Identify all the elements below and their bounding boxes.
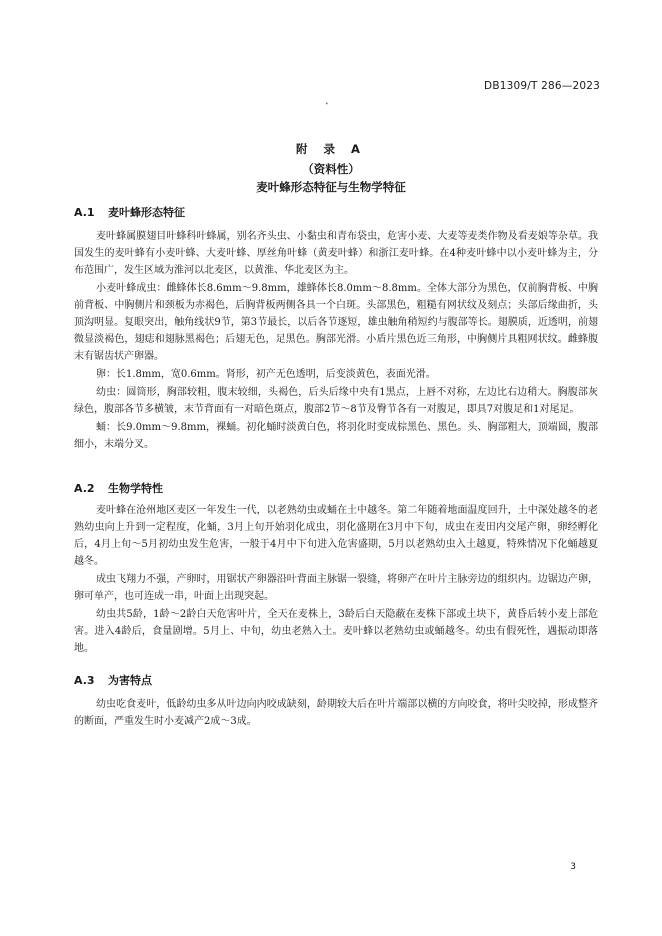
section-heading-a3 [74, 672, 152, 688]
paragraph: 蛹：长9.0mm～9.8mm，裸蛹。初化蛹时淡黄白色，将羽化时变成棕黑色、黑色。头、胸部粗大，顶端圆，腹部细小，末端分叉。 [74, 422, 598, 450]
appendix-subtitle: （资料性） [302, 162, 360, 176]
section-title: 为害特点 [108, 674, 152, 687]
section-title: 麦叶蜂形态特征 [108, 206, 185, 219]
paragraph: 幼虫共5龄，1龄～2龄白天危害叶片，全天在麦株上，3龄后白天隐蔽在麦株下部或土块下，黄昏后转小麦上部危害。进入4龄后，食量剧增。5月上、中旬，幼虫老熟入土。麦叶蜂以老熟幼虫或蛹越冬。幼虫有假死性，遇振动即落地。 [74, 609, 598, 654]
document-code: DB1309/T 286—2023 [484, 80, 600, 92]
paragraph: 卵：长1.8mm，宽0.6mm。肾形，初产无色透明，后变淡黄色，表面光滑。 [96, 369, 436, 380]
section-number: A.2 [74, 482, 95, 495]
dot-mark: • [325, 101, 329, 108]
paragraph: 麦叶蜂属膜翅目叶蜂科叶蜂属，别名齐头虫、小黏虫和青布袋虫，危害小麦、大麦等麦类作物及看麦娘等杂草。我国发生的麦叶蜂有小麦叶蜂、大麦叶蜂、厚丝角叶蜂（黄麦叶蜂）和浙江麦叶蜂。在4种麦叶蜂中以小麦叶蜂为主，分布范围广，发生区域为淮河以北麦区，以黄淮、华北麦区为主。 [74, 231, 598, 276]
section-heading-a2 [74, 480, 163, 496]
section-body-a3 [74, 696, 598, 731]
paragraph: 幼虫吃食麦叶，低龄幼虫多从叶边向内咬成缺刻，龄期较大后在叶片端部以横的方向咬食，将叶尖咬掉，形成整齐的断面，严重发生时小麦减产2成～3成。 [74, 699, 598, 727]
appendix-header [0, 142, 662, 196]
paragraph: 麦叶蜂在沧州地区麦区一年发生一代，以老熟幼虫或蛹在土中越冬。第二年随着地面温度回升，土中深处越冬的老熟幼虫向上升到一定程度，化蛹，3月上旬开始羽化成虫，羽化盛期在3月中下旬，成虫在麦田内交尾产卵，卵经孵化后，4月上旬～5月初幼虫发生危害，一般于4月中下旬进入危害盛期，5月以老熟幼虫入土越夏，特殊情况下化蛹越夏越冬。 [74, 505, 598, 567]
paragraph: 小麦叶蜂成虫：雌蜂体长8.6mm～9.8mm，雄蜂体长8.0mm～8.8mm。全体大部分为黑色，仅前胸背板、中胸前背板、中胸侧片和颈板为赤褐色，后胸背板两侧各具一个白斑。头部黑色，粗糙有网状纹及刻点；头部后缘曲折，头顶沟明显。复眼突出，触角线状9节，第3节最长，以后各节逐短，雄虫触角稍短约与腹部等长。翅膜质，近透明，前翅微显淡褐色，翅痣和翅脉黑褐色；后翅无色，足黑色。胸部光滑。小盾片黑色近三角形，中胸侧片具粗网状纹。雌蜂腹末有锯齿状产卵器。 [74, 283, 598, 362]
section-number: A.1 [74, 206, 95, 219]
paragraph: 幼虫：圆筒形，胸部较粗，腹末较细，头褐色，后头后缘中央有1黑点，上唇不对称，左边比右边稍大。胸腹部灰绿色，腹部各节多横皱，末节背面有一对暗色斑点，腹部2节～8节及臀节各有一对腹足，即具7对腹足和1对尾足。 [74, 387, 598, 415]
page-number: 3 [570, 862, 576, 872]
appendix-title: 附 录 A [296, 142, 366, 156]
section-body-a1 [74, 228, 598, 454]
section-number: A.3 [74, 674, 95, 687]
section-title: 生物学特性 [108, 482, 163, 495]
section-heading-a1 [74, 204, 185, 220]
appendix-main-title: 麦叶蜂形态特征与生物学特征 [256, 180, 406, 194]
paragraph: 成虫飞翔力不强，产卵时，用锯状产卵器沿叶背面主脉锯一裂缝，将卵产在叶片主脉旁边的组织内。边锯边产卵，卵可单产，也可连成一串，叶面上出现突起。 [74, 574, 598, 602]
section-body-a2 [74, 502, 598, 658]
